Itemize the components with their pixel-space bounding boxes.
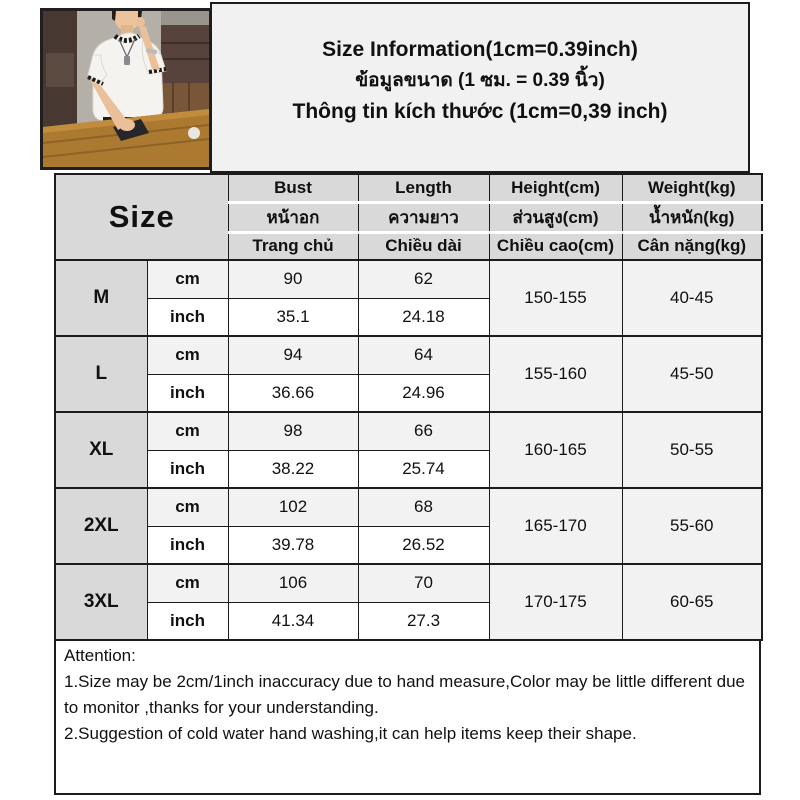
bust-cm-value: 98 [228,412,358,450]
size-label: M [55,260,147,336]
table-row-2xl-cm [55,488,762,526]
bust-cm-value: 102 [228,488,358,526]
length-inch-value: 24.96 [358,374,489,412]
col-header-bust-en: Bust [228,174,358,202]
height-range: 160-165 [489,412,622,488]
length-inch-value: 24.18 [358,298,489,336]
unit-label: cm [147,488,228,526]
col-header-bust-th: หน้าอก [228,202,358,232]
col-header-weight-vi: Cân nặng(kg) [622,232,762,260]
length-inch-value: 26.52 [358,526,489,564]
weight-range: 55-60 [622,488,762,564]
unit-label: cm [147,564,228,602]
length-inch-value: 27.3 [358,602,489,640]
attention-note-1: 1.Size may be 2cm/1inch inaccuracy due to hand measure,Color may be little different due to monitor ,thanks for your understanding. [64,672,745,717]
unit-label: cm [147,260,228,298]
bust-cm-value: 90 [228,260,358,298]
col-header-length-vi: Chiều dài [358,232,489,260]
length-cm-value: 66 [358,412,489,450]
bust-inch-value: 41.34 [228,602,358,640]
background-sofa-right [161,25,209,83]
col-header-height-en: Height(cm) [489,174,622,202]
product-photo-illustration [43,11,209,167]
col-header-weight-en: Weight(kg) [622,174,762,202]
length-cm-value: 68 [358,488,489,526]
length-cm-value: 70 [358,564,489,602]
title-english: Size Information(1cm=0.39inch) [322,38,638,61]
product-photo [40,8,212,170]
unit-label: inch [147,298,228,336]
weight-range: 50-55 [622,412,762,488]
bust-cm-value: 106 [228,564,358,602]
size-information-header [210,2,750,173]
size-table-container [54,173,763,641]
length-cm-value: 62 [358,260,489,298]
length-cm-value: 64 [358,336,489,374]
length-inch-value: 25.74 [358,450,489,488]
unit-label: inch [147,602,228,640]
unit-label: cm [147,412,228,450]
size-corner-header: Size [55,174,228,260]
size-label: 2XL [55,488,147,564]
bust-cm-value: 94 [228,336,358,374]
weight-range: 45-50 [622,336,762,412]
height-range: 155-160 [489,336,622,412]
cup-on-table [188,127,200,139]
weight-range: 40-45 [622,260,762,336]
title-thai: ข้อมูลขนาด (1 ซม. = 0.39 นิ้ว) [355,70,605,91]
table-row-3xl-cm [55,564,762,602]
weight-range: 60-65 [622,564,762,640]
size-label: L [55,336,147,412]
attention-title: Attention: [64,646,136,665]
unit-label: inch [147,450,228,488]
height-range: 170-175 [489,564,622,640]
size-table [54,173,763,641]
col-header-length-th: ความยาว [358,202,489,232]
bust-inch-value: 36.66 [228,374,358,412]
unit-label: cm [147,336,228,374]
size-label: 3XL [55,564,147,640]
unit-label: inch [147,526,228,564]
unit-label: inch [147,374,228,412]
size-label: XL [55,412,147,488]
col-header-length-en: Length [358,174,489,202]
table-row-l-cm [55,336,762,374]
bust-inch-value: 39.78 [228,526,358,564]
bust-inch-value: 38.22 [228,450,358,488]
col-header-height-vi: Chiều cao(cm) [489,232,622,260]
attention-notes [54,639,761,795]
attention-note-2: 2.Suggestion of cold water hand washing,it can help items keep their shape. [64,724,637,743]
height-range: 165-170 [489,488,622,564]
col-header-bust-vi: Trang chủ [228,232,358,260]
table-row-xl-cm [55,412,762,450]
table-row-m-cm [55,260,762,298]
col-header-height-th: ส่วนสูง(cm) [489,202,622,232]
height-range: 150-155 [489,260,622,336]
title-vietnamese: Thông tin kích thước (1cm=0,39 inch) [292,100,668,123]
bust-inch-value: 35.1 [228,298,358,336]
col-header-weight-th: น้ำหนัก(kg) [622,202,762,232]
